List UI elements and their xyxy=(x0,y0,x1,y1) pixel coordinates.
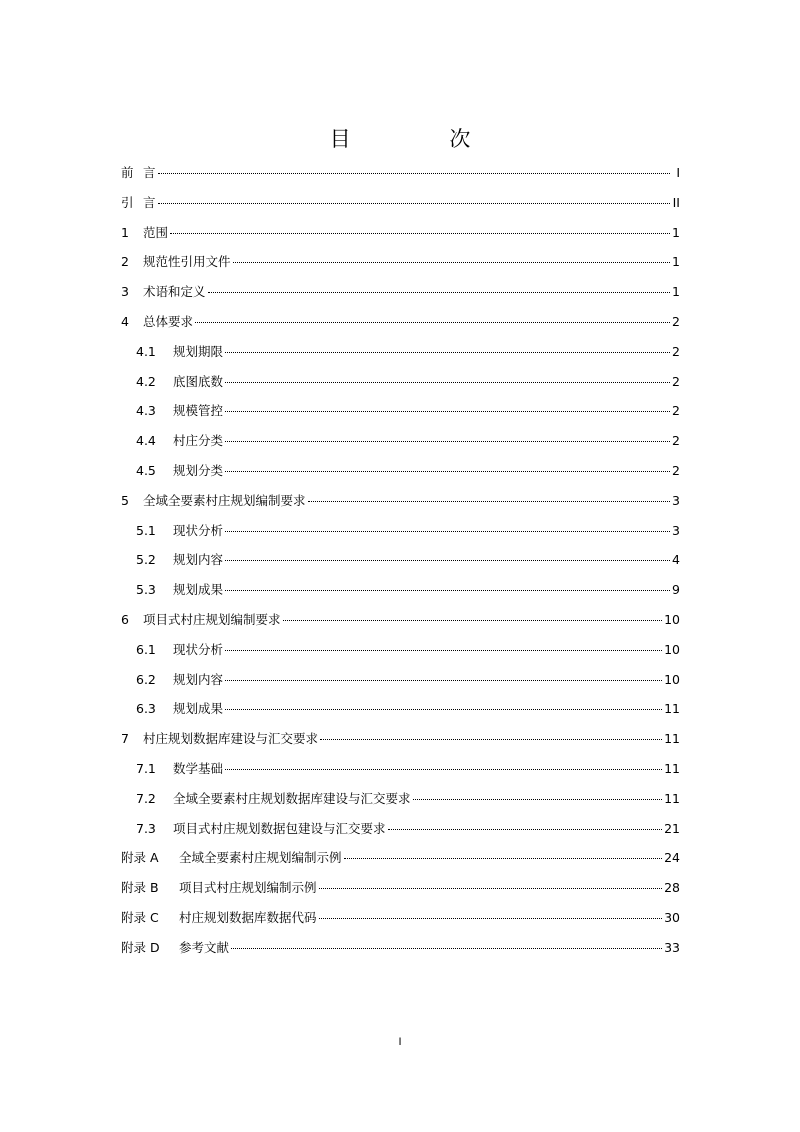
toc-entry[interactable] xyxy=(121,218,680,248)
toc-entry-title[interactable]: 规划分类 xyxy=(173,462,224,478)
toc-entry[interactable] xyxy=(121,158,680,188)
toc-entry-page: 21 xyxy=(664,820,680,836)
page-title: 目 次 xyxy=(329,127,517,151)
toc-entry-page: 11 xyxy=(664,701,680,717)
toc-entry-number: 附录 B xyxy=(121,880,159,896)
toc-entry-number: 前 xyxy=(121,165,134,180)
toc-dot-leader xyxy=(344,858,663,859)
toc-entry[interactable] xyxy=(121,307,680,337)
toc-entry-number: 6 xyxy=(121,611,129,627)
toc-entry-page: 2 xyxy=(672,462,680,478)
toc-entry-number: 附录 C xyxy=(121,909,159,925)
toc-entry-title[interactable]: 言 xyxy=(143,165,156,180)
toc-dot-leader xyxy=(225,382,670,383)
toc-entry-title[interactable]: 现状分析 xyxy=(173,522,224,538)
toc-entry-title[interactable]: 项目式村庄规划数据包建设与汇交要求 xyxy=(173,820,386,836)
toc-entry[interactable] xyxy=(121,486,680,516)
toc-entry[interactable] xyxy=(121,724,680,754)
toc-entry-title[interactable]: 项目式村庄规划编制要求 xyxy=(143,611,281,627)
toc-dot-leader xyxy=(158,203,670,204)
toc-entry-number: 5.3 xyxy=(136,582,156,598)
toc-entry-page: 2 xyxy=(672,313,680,329)
toc-entry-title[interactable]: 全域全要素村庄规划数据库建设与汇交要求 xyxy=(173,790,411,806)
toc-entry-number: 附录 D xyxy=(121,939,160,955)
toc-dot-leader xyxy=(225,531,670,532)
toc-entry-number: 4.2 xyxy=(136,373,156,389)
toc-entry-title[interactable]: 参考文献 xyxy=(179,939,230,955)
toc-entry[interactable] xyxy=(121,933,680,963)
toc-entry-title[interactable]: 规划成果 xyxy=(173,582,224,598)
toc-dot-leader xyxy=(225,560,670,561)
toc-dot-leader xyxy=(225,441,670,442)
toc-entry-title[interactable]: 村庄分类 xyxy=(173,433,224,449)
toc-entry-number: 2 xyxy=(121,254,129,270)
toc-entry-page: 33 xyxy=(664,939,680,955)
toc-entry-number: 5 xyxy=(121,492,129,508)
toc-entry[interactable] xyxy=(136,516,680,546)
toc-entry-number: 4.1 xyxy=(136,343,156,359)
toc-dot-leader xyxy=(319,888,663,889)
toc-entry-page: 1 xyxy=(672,224,680,240)
toc-entry[interactable] xyxy=(136,754,680,784)
toc-entry-page: 3 xyxy=(672,522,680,538)
toc-dot-leader xyxy=(208,292,670,293)
toc-entry-number: 7 xyxy=(121,731,129,747)
toc-entry-number: 附录 A xyxy=(121,850,159,866)
toc-entry-number: 5.1 xyxy=(136,522,156,538)
toc-entry-page: 1 xyxy=(672,254,680,270)
toc-entry-title[interactable]: 全域全要素村庄规划编制要求 xyxy=(143,492,306,508)
toc-dot-leader xyxy=(225,650,662,651)
toc-entry-page: 11 xyxy=(664,760,680,776)
toc-entry-number: 4.4 xyxy=(136,433,156,449)
toc-entry-page: 2 xyxy=(672,343,680,359)
toc-dot-leader xyxy=(225,590,670,591)
toc-entry-number: 7.3 xyxy=(136,820,156,836)
toc-entry-page: 11 xyxy=(664,731,680,747)
toc-entry[interactable] xyxy=(121,247,680,277)
toc-entry-number: 7.2 xyxy=(136,790,156,806)
toc-entry-page: 9 xyxy=(672,582,680,598)
toc-entry-number: 1 xyxy=(121,224,129,240)
toc-entry[interactable] xyxy=(136,694,680,724)
toc-dot-leader xyxy=(413,799,663,800)
toc-entry-page: II xyxy=(672,194,680,210)
toc-entry[interactable] xyxy=(121,873,680,903)
toc-entry[interactable] xyxy=(136,456,680,486)
toc-dot-leader xyxy=(225,411,670,412)
toc-entry-title[interactable]: 规划内容 xyxy=(173,552,224,568)
toc-entry-page: 30 xyxy=(664,909,680,925)
toc-entry-number: 7.1 xyxy=(136,760,156,776)
toc-entry-title[interactable]: 规划成果 xyxy=(173,701,224,717)
toc-entry[interactable] xyxy=(136,337,680,367)
toc-dot-leader xyxy=(158,173,670,174)
toc-entry-page: 10 xyxy=(664,611,680,627)
toc-entry-number: 4.3 xyxy=(136,403,156,419)
toc-entry[interactable] xyxy=(121,843,680,873)
toc-entry[interactable] xyxy=(136,814,680,844)
toc-entry-title[interactable]: 术语和定义 xyxy=(143,284,206,300)
toc-entry-number: 4 xyxy=(121,313,129,329)
toc-entry-title[interactable]: 范围 xyxy=(143,224,169,240)
toc-entry-title[interactable]: 规划期限 xyxy=(173,343,224,359)
toc-dot-leader xyxy=(225,769,662,770)
toc-entry-page: 4 xyxy=(672,552,680,568)
toc-entry[interactable] xyxy=(136,784,680,814)
toc-dot-leader xyxy=(388,829,663,830)
toc-entry-page: 2 xyxy=(672,433,680,449)
toc-dot-leader xyxy=(225,352,670,353)
toc-entry[interactable] xyxy=(136,635,680,665)
toc-entry-page: I xyxy=(676,165,680,180)
toc-entry[interactable] xyxy=(136,396,680,426)
toc-entry-number: 4.5 xyxy=(136,462,156,478)
toc-entry-page: 28 xyxy=(664,880,680,896)
toc-entry-page: 11 xyxy=(664,790,680,806)
toc-entry-title[interactable]: 村庄规划数据库数据代码 xyxy=(179,909,317,925)
toc-entry-number: 6.2 xyxy=(136,671,156,687)
toc-entry-title[interactable]: 现状分析 xyxy=(173,641,224,657)
toc-entry-title[interactable]: 底图底数 xyxy=(173,373,224,389)
page-number-footer: I xyxy=(398,1036,402,1048)
toc-dot-leader xyxy=(283,620,663,621)
toc-entry[interactable] xyxy=(121,903,680,933)
toc-entry-title[interactable]: 规模管控 xyxy=(173,403,224,419)
toc-entry[interactable] xyxy=(121,188,680,218)
toc-dot-leader xyxy=(195,322,670,323)
table-of-contents xyxy=(0,158,800,963)
toc-dot-leader xyxy=(308,501,670,502)
toc-dot-leader xyxy=(320,739,662,740)
toc-dot-leader xyxy=(231,948,662,949)
toc-entry[interactable] xyxy=(136,426,680,456)
toc-dot-leader xyxy=(225,471,670,472)
toc-entry-number: 引 xyxy=(121,194,134,210)
toc-entry-page: 2 xyxy=(672,403,680,419)
toc-entry[interactable] xyxy=(121,277,680,307)
toc-dot-leader xyxy=(319,918,663,919)
toc-entry-title[interactable]: 数学基础 xyxy=(173,760,224,776)
toc-entry[interactable] xyxy=(136,545,680,575)
toc-entry-title[interactable]: 规划内容 xyxy=(173,671,224,687)
toc-dot-leader xyxy=(225,709,662,710)
toc-entry-number: 6.1 xyxy=(136,641,156,657)
toc-dot-leader xyxy=(170,233,670,234)
toc-entry-number: 5.2 xyxy=(136,552,156,568)
toc-entry-page: 10 xyxy=(664,671,680,687)
toc-entry-number: 6.3 xyxy=(136,701,156,717)
toc-entry-page: 3 xyxy=(672,492,680,508)
toc-entry-title[interactable]: 言 xyxy=(143,194,156,210)
toc-entry-title[interactable]: 总体要求 xyxy=(143,313,194,329)
toc-entry-title[interactable]: 项目式村庄规划编制示例 xyxy=(179,880,317,896)
toc-entry-title[interactable]: 规范性引用文件 xyxy=(143,254,231,270)
toc-entry-page: 1 xyxy=(672,284,680,300)
toc-entry-page: 10 xyxy=(664,641,680,657)
toc-entry[interactable] xyxy=(136,367,680,397)
toc-entry-title[interactable]: 村庄规划数据库建设与汇交要求 xyxy=(143,731,319,747)
toc-entry-page: 2 xyxy=(672,373,680,389)
toc-dot-leader xyxy=(233,262,670,263)
toc-entry[interactable] xyxy=(136,665,680,695)
toc-entry-number: 3 xyxy=(121,284,129,300)
toc-entry[interactable] xyxy=(136,575,680,605)
toc-entry-title[interactable]: 全域全要素村庄规划编制示例 xyxy=(179,850,342,866)
toc-dot-leader xyxy=(225,680,662,681)
toc-entry-page: 24 xyxy=(664,850,680,866)
toc-entry[interactable] xyxy=(121,605,680,635)
